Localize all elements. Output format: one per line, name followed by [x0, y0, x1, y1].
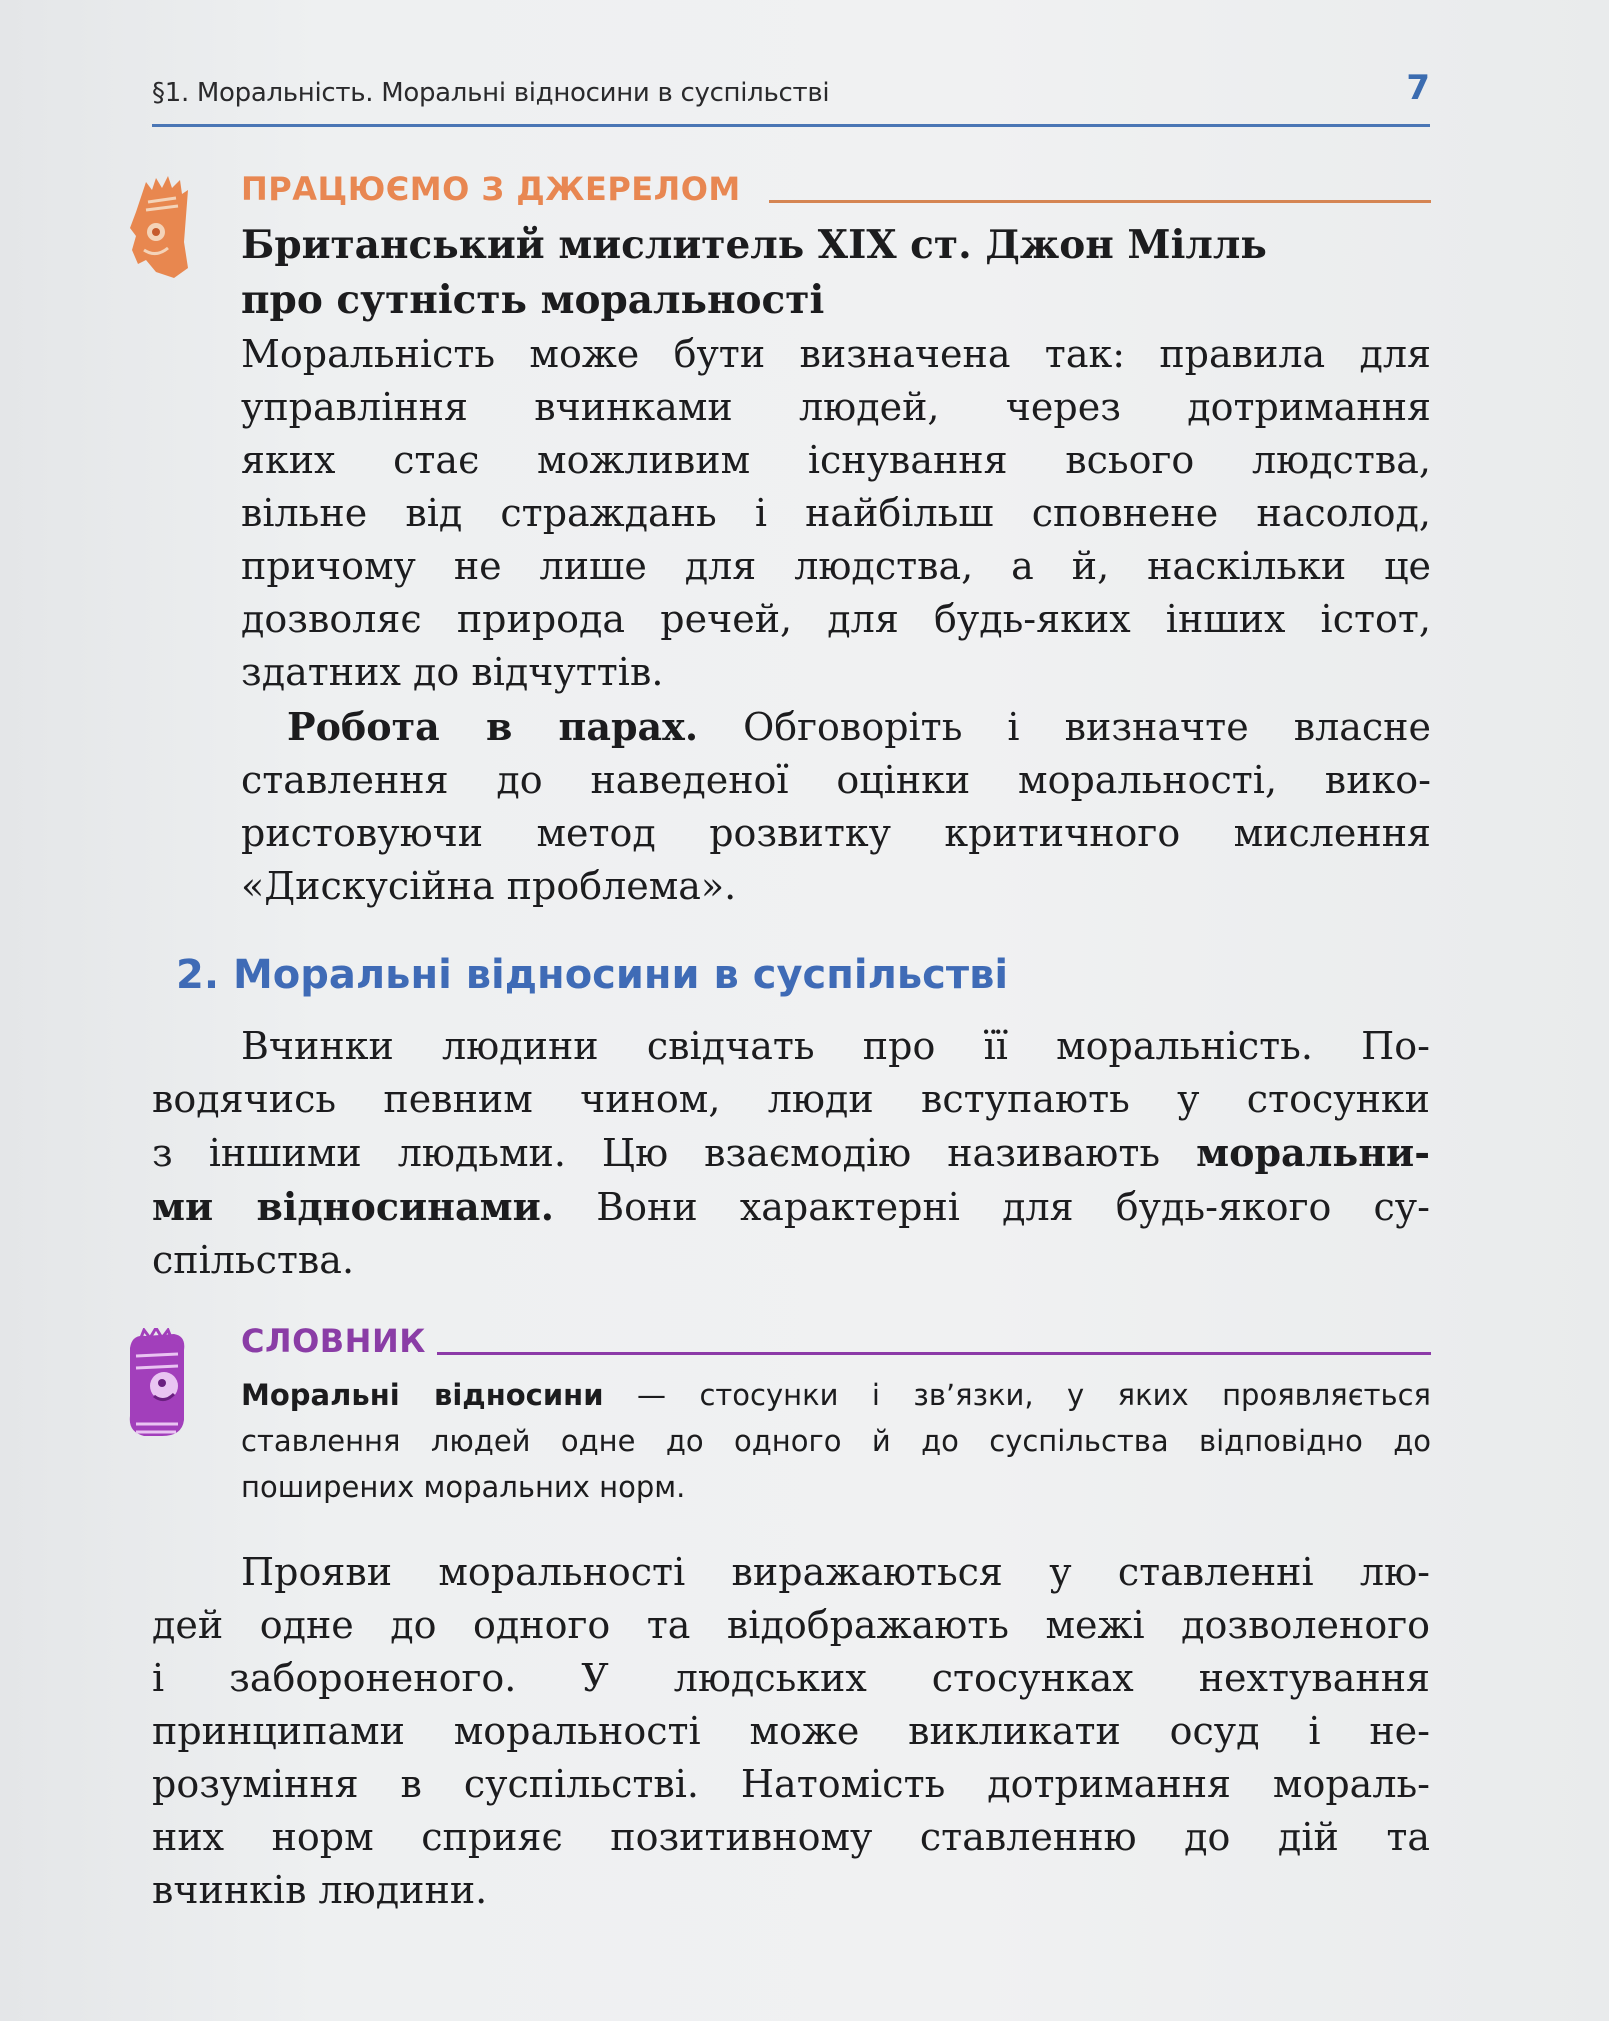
quote-line: причому не лише для людства, а й, наскільки це	[241, 544, 1431, 588]
section-heading: 2. Моральні відносини в суспільстві	[176, 952, 1009, 998]
ancient-head-icon	[126, 172, 194, 282]
paragraph-line: Вчинки людини свідчать про її моральність. По-	[241, 1024, 1430, 1068]
paragraph-line: розуміння в суспільстві. Натомість дотримання мораль-	[152, 1762, 1430, 1806]
task-line: ристовуючи метод розвитку критичного мислення	[241, 811, 1431, 855]
dictionary-line: ставлення людей одне до одного й до суспільства відповідно до	[241, 1424, 1431, 1458]
paragraph-line: і забороненого. У людських стосунках нехтування	[152, 1656, 1430, 1700]
running-head	[152, 68, 1430, 127]
paragraph-line: спільства.	[152, 1238, 355, 1282]
page-number: 7	[1406, 68, 1430, 108]
theater-mask-icon	[122, 1328, 194, 1440]
dictionary-definition: — стосунки і зв’язки, у яких проявляється	[603, 1378, 1431, 1412]
paragraph-text: Вони характерні для будь-якого су-	[554, 1185, 1430, 1229]
paragraph-line: принципами моральності може викликати осуд і не-	[152, 1709, 1430, 1753]
quote-line: дозволяє природа речей, для будь-яких інших істот,	[241, 597, 1431, 641]
paragraph-line: водячись певним чином, люди вступають у стосунки	[152, 1077, 1430, 1121]
quote-line-text: Моральність може бути визначена так: правила для	[241, 332, 1431, 376]
paragraph-2	[152, 1546, 1430, 1917]
quote-line: вільне від страждань і найбільш сповнене насолод,	[241, 491, 1431, 535]
paragraph-line: них норм сприяє позитивному ставленню до дій та	[152, 1815, 1430, 1859]
task-line: ставлення до наведеної оцінки моральності, вико-	[241, 758, 1431, 802]
dictionary-line: поширених моральних норм.	[241, 1470, 686, 1504]
task-line	[241, 700, 1431, 754]
quote-line	[241, 328, 1431, 381]
pair-work-task	[241, 700, 1431, 913]
source-quote	[241, 328, 1431, 699]
dictionary-term: Моральні відносини	[241, 1378, 604, 1412]
quote-line: здатних до відчуттів.	[241, 650, 664, 694]
dictionary-heading	[241, 1322, 1431, 1362]
dictionary-line	[241, 1372, 1431, 1418]
source-title-line: Британський мислитель XIX ст. Джон Мілль	[241, 222, 1267, 268]
paragraph-line: вчинків людини.	[152, 1868, 488, 1912]
task-text: Обговоріть і визначте власне	[698, 705, 1431, 749]
dictionary-entry	[241, 1372, 1431, 1510]
paragraph-line	[152, 1180, 1430, 1234]
term-bold: моральни-	[1196, 1130, 1430, 1175]
task-line: «Дискусійна проблема».	[241, 864, 737, 908]
paragraph-line: Прояви моральності виражаються у ставленні лю-	[241, 1550, 1430, 1594]
source-title	[241, 218, 1401, 328]
quote-line: яких стає можливим існування всього людства,	[241, 438, 1431, 482]
dictionary-label: СЛОВНИК	[241, 1322, 426, 1360]
task-bold: Робота в парах.	[287, 704, 699, 749]
source-box-label: ПРАЦЮЄМО З ДЖЕРЕЛОМ	[241, 170, 741, 208]
heading-rule	[437, 1352, 1431, 1355]
paragraph-text: з іншими людьми. Цю взаємодію називають	[152, 1131, 1161, 1175]
quote-line: управління вчинками людей, через дотримання	[241, 385, 1431, 429]
paragraph-line	[152, 1126, 1430, 1180]
source-box-heading	[241, 170, 1431, 210]
paragraph-1	[152, 1020, 1430, 1287]
heading-rule	[769, 200, 1431, 203]
running-title: §1. Моральність. Моральні відносини в суспільстві	[152, 78, 830, 108]
term-bold: ми відносинами.	[152, 1184, 555, 1229]
source-title-line: про сутність моральності	[241, 277, 825, 323]
paragraph-line: дей одне до одного та відображають межі дозволеного	[152, 1603, 1430, 1647]
